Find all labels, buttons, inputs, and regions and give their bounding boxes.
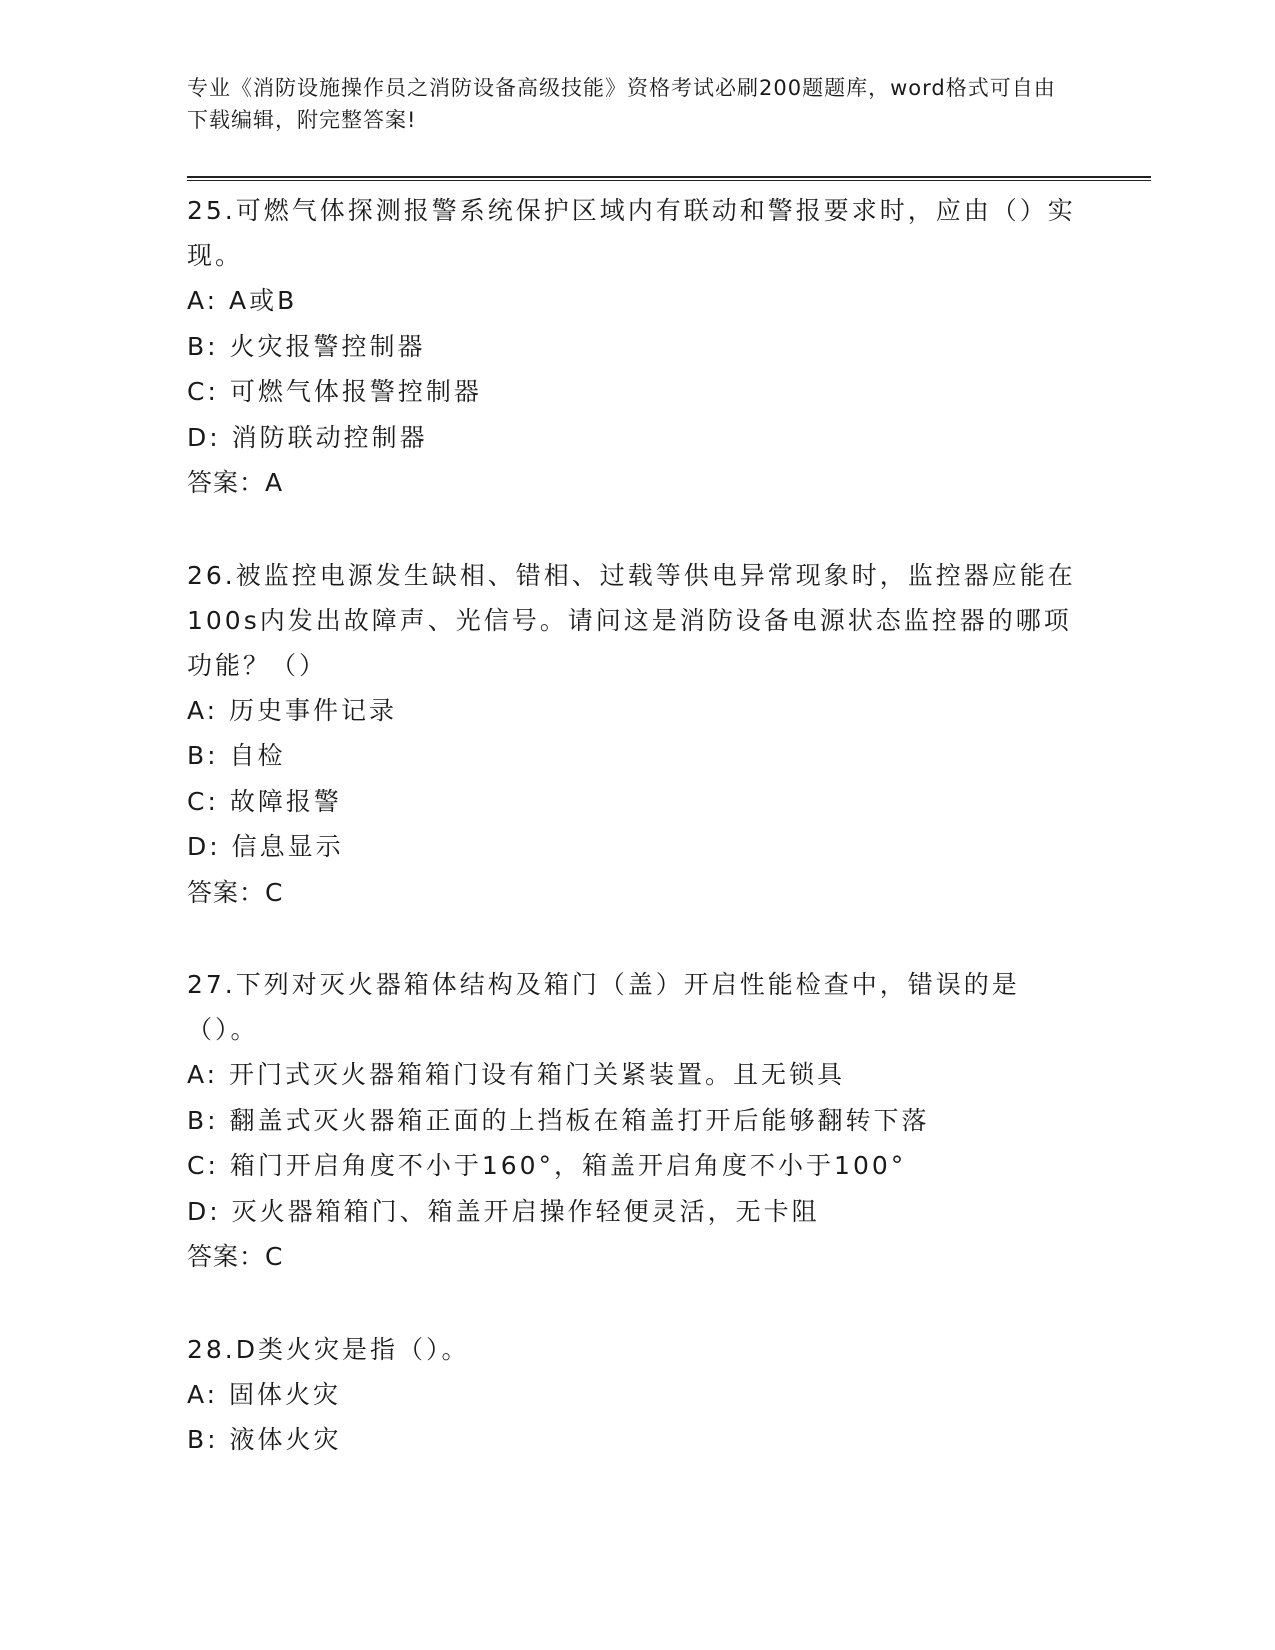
option-c: C: 可燃气体报警控制器 xyxy=(187,377,482,406)
question-text: 26.被监控电源发生缺相、错相、过载等供电异常现象时，监控器应能在100s内发出故障声、光信号。请问这是消防设备电源状态监控器的哪项功能？（） xyxy=(187,560,1076,680)
option-c: C: 故障报警 xyxy=(187,786,342,816)
option-b: B: 火灾报警控制器 xyxy=(187,331,426,361)
option-d: D: 信息显示 xyxy=(187,832,344,861)
option-d: D: 消防联动控制器 xyxy=(187,422,428,452)
question-text: 25.可燃气体探测报警系统保护区域内有联动和警报要求时，应由（）实现。 xyxy=(187,196,1076,270)
question-list xyxy=(187,188,1087,1510)
option-d: D: 灭火器箱箱门、箱盖开启操作轻便灵活，无卡阻 xyxy=(187,1196,820,1226)
question-text: 28.D类火灾是指（）。 xyxy=(187,1334,470,1364)
question-item xyxy=(187,188,1087,506)
header-divider xyxy=(187,176,1151,181)
option-a: A: 历史事件记录 xyxy=(187,695,398,725)
answer-line: 答案：A xyxy=(187,468,284,497)
question-item xyxy=(187,553,1087,916)
option-a: A: 固体火灾 xyxy=(187,1379,342,1409)
question-item xyxy=(187,962,1087,1280)
document-header xyxy=(187,72,1067,136)
answer-line: 答案：C xyxy=(187,877,284,907)
question-item xyxy=(187,1327,1087,1463)
option-b: B: 自检 xyxy=(187,741,286,770)
option-b: B: 液体火灾 xyxy=(187,1425,342,1454)
header-text: 专业《消防设施操作员之消防设备高级技能》资格考试必刷200题题库，word格式可自由下载编辑，附完整答案! xyxy=(187,76,1056,132)
question-text: 27.下列对灭火器箱体结构及箱门（盖）开启性能检查中，错误的是（）。 xyxy=(187,970,1020,1044)
option-b: B: 翻盖式灭火器箱正面的上挡板在箱盖打开后能够翻转下落 xyxy=(187,1105,930,1135)
option-a: A: A或B xyxy=(187,286,298,315)
option-a: A: 开门式灭火器箱箱门设有箱门关紧装置。且无锁具 xyxy=(187,1060,846,1089)
answer-line: 答案：C xyxy=(187,1242,284,1271)
option-c: C: 箱门开启角度不小于160°，箱盖开启角度不小于100° xyxy=(187,1151,907,1180)
